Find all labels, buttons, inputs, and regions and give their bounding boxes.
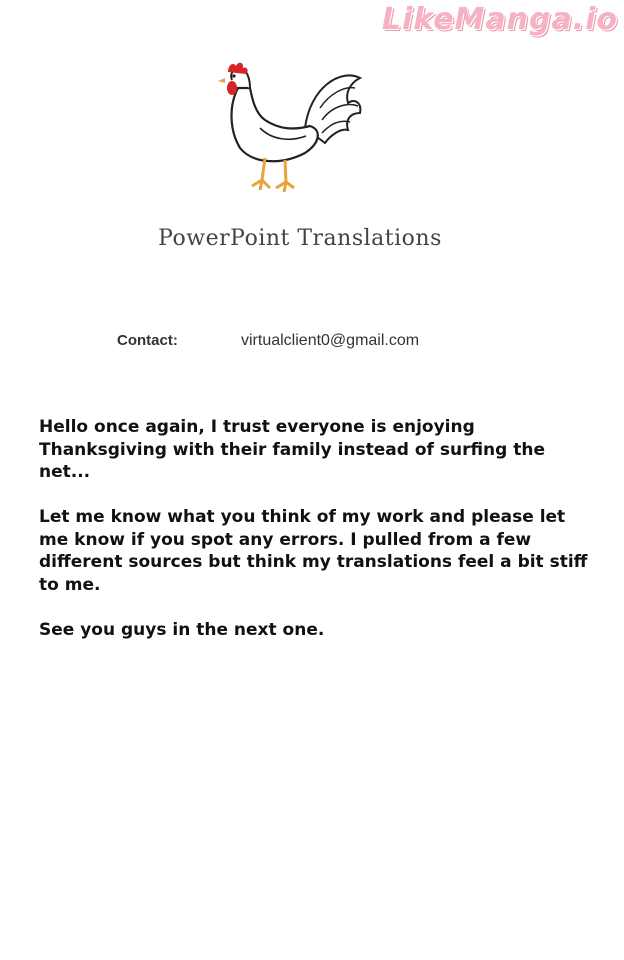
contact-email: virtualclient0@gmail.com [241,332,420,349]
note-paragraph: See you guys in the next one. [39,619,325,640]
brand-title: PowerPoint Translations [158,226,442,251]
watermark: LikeManga.io [381,2,618,37]
note-paragraph: Hello once again, I trust everyone is enjoying Thanksgiving with their family instead of surfing the net... [39,417,546,482]
contact-label: Contact: [117,332,178,349]
translator-notes [39,416,594,664]
rooster-icon [210,58,370,198]
note-paragraph: Let me know what you think of my work and please let me know if you spot any errors. I pulled from a few different sources but think my translations feel a bit stiff to me. [39,507,588,595]
